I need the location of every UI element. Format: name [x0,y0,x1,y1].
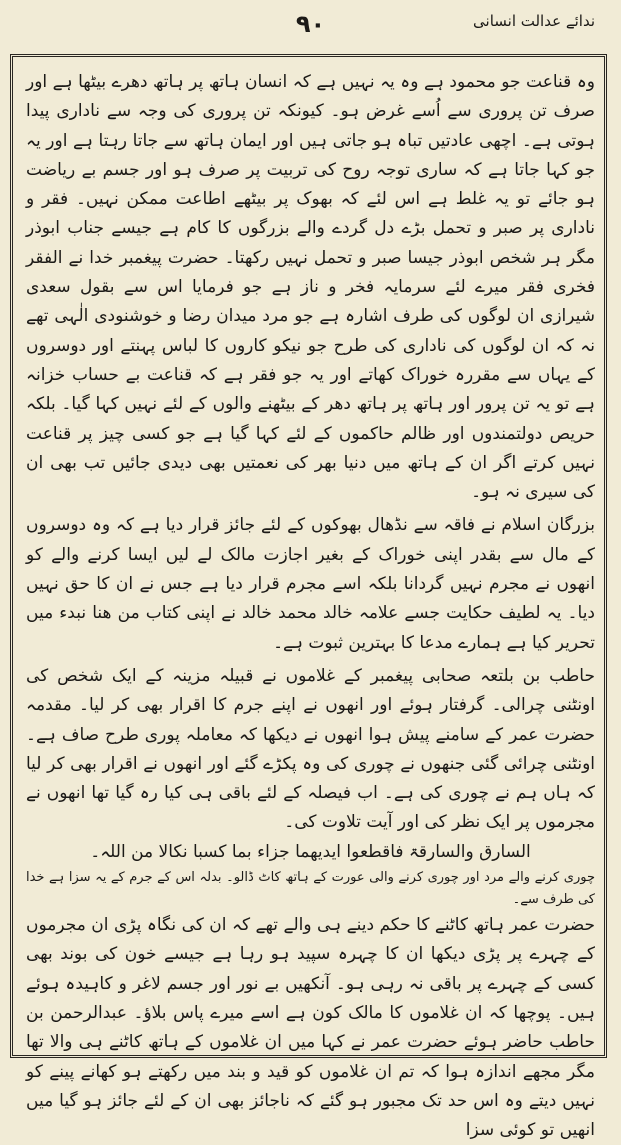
quranic-verse: السارق والسارقۃ فاقطعوا ایدیھما جزاء بما کسبا نکالا من اللہ۔ [90,841,531,862]
paragraph-hatib-story: حاطب بن بلتعہ صحابی پیغمبر کے غلاموں نے قبیلہ مزینہ کے ایک شخص کی اونٹنی چرالی۔ گرفتار ہوئے اور انھوں نے اپنے جرم کا اقرار بھی کر لیا۔ مقدمہ حضرت عمر کے سامنے پیش ہوا انھوں نے دیکھا کہ معاملہ پوری طرح صاف ہے۔ اونٹنی چرائی گئی جنھوں نے چوری کی وہ پکڑے گئے اور انھوں نے اقرار بھی کر لیا کہ ہاں ہم نے چوری کی ہے۔ اب فیصلہ کے لئے باقی ہی کیا رہ گیا تھا انھوں نے مجرموں پر ایک نظر کی اور آیت تلاوت کی۔ [26,665,595,833]
paragraph-islamic-elders: بزرگان اسلام نے فاقہ سے نڈھال بھوکوں کے لئے جائز قرار دیا ہے کہ وہ دوسروں کے مال سے بقدر اپنی خوراک کے بغیر اجازت مالک لے لیں ایسا کرنے والے کو انھوں نے مجرم نہیں گردانا بلکہ اسے مجرم قرار دیا ہے جس نے ان کا حق نہیں دیا۔ یہ لطیف حکایت جسے علامہ خالد محمد خالد نے اپنی کتاب من ھنا نبدء میں تحریر کیا ہے ہمارے مدعا کا بہترین ثبوت ہے۔ [26,515,595,653]
page-number: ۹۰ [295,10,326,38]
page-body [26,68,595,1141]
paragraph-contentment: وہ قناعت جو محمود ہے وہ یہ نہیں ہے کہ انسان ہاتھ پر ہاتھ دھرے بیٹھا ہے اور صرف تن پروری سے اُسے غرض ہو۔ کیونکہ تن پروری کی وجہ سے ناداری پیدا ہوتی ہے۔ اچھی عادتیں تباہ ہو جاتی ہیں اور ایمان ہاتھ سے جاتا رہتا ہے اور یہ جو کہا جاتا ہے کہ ساری توجہ روح کی تربیت پر صرف ہو اور جسم بے ریاضت ہو جائے تو یہ غلط ہے اس لئے کہ بھوک پر بیٹھے اطاعت ممکن نہیں۔ فقر و ناداری پر صبر و تحمل بڑے دل گردے والے بزرگوں کا کام ہے جیسے جناب ابوذر مگر ہر شخص ابوذر جیسا صبر و تحمل نہیں رکھتا۔ حضرت پیغمبر خدا نے الفقر فخری فقر میرے لئے سرمایہ فخر و ناز ہے جو فرمایا اس سے بقول سعدی شیرازی ان لوگوں کی طرف اشارہ ہے جو مرد میدان رضا و خوشنودی الٰہی تھے نہ کہ ان لوگوں کی ناداری کی طرح جو نیکو کاروں کا لباس پہنتے اور دوسروں کے یہاں سے مقررہ خوراک کھاتے اور یہ جو فقر ہے کہ قناعت بے حساب خزانہ ہے تو یہ تن پرور اور ہاتھ پر ہاتھ دھر کے بیٹھنے والوں کے لئے نہیں کہا گیا۔ بلکہ حریص دولتمندوں اور ظالم حاکموں کے لئے کہا گیا ہے جو کسی چیز پر قناعت نہیں کرتے اگر ان کے ہاتھ میں دنیا بھر کی نعمتیں بھی دیدی جائیں تب بھی ان کی سیری نہ ہو۔ [26,72,595,503]
running-title: ندائے عدالت انسانی [473,12,595,30]
verse-translation: چوری کرنے والے مرد اور چوری کرنے والی عورت کے ہاتھ کاٹ ڈالو۔ بدلہ اس کے جرم کے یہ سزا ہے خدا کی طرف سے۔ [26,870,595,908]
paragraph-umar-judgement: حضرت عمر ہاتھ کاٹنے کا حکم دینے ہی والے تھے کہ ان کی نگاہ پڑی ان مجرموں کے چہرے پر پڑی دیکھا ان کا چہرہ سپید ہو رہا ہے جیسے خون کی بوند بھی کسی کے چہرے پر باقی نہ رہی ہو۔ آنکھیں بے نور اور جسم لاغر و کاہیدہ ہوئے ہیں۔ پوچھا کہ ان غلاموں کا مالک کون ہے اسے میرے پاس بلاؤ۔ عبدالرحمن بن حاطب حاضر ہوئے حضرت عمر نے کہا میں ان غلاموں کے ہاتھ کاٹنے ہی والا تھا مگر مجھے اندازہ ہوا کہ تم ان غلاموں کو قید و بند میں رکھتے ہو کھانے پینے کو نہیں دیتے وہ اس حد تک مجبور ہو گئے کہ ناجائز بھی ان کے لئے جائز ہو گیا میں انھیں تو کوئی سزا [26,915,595,1141]
